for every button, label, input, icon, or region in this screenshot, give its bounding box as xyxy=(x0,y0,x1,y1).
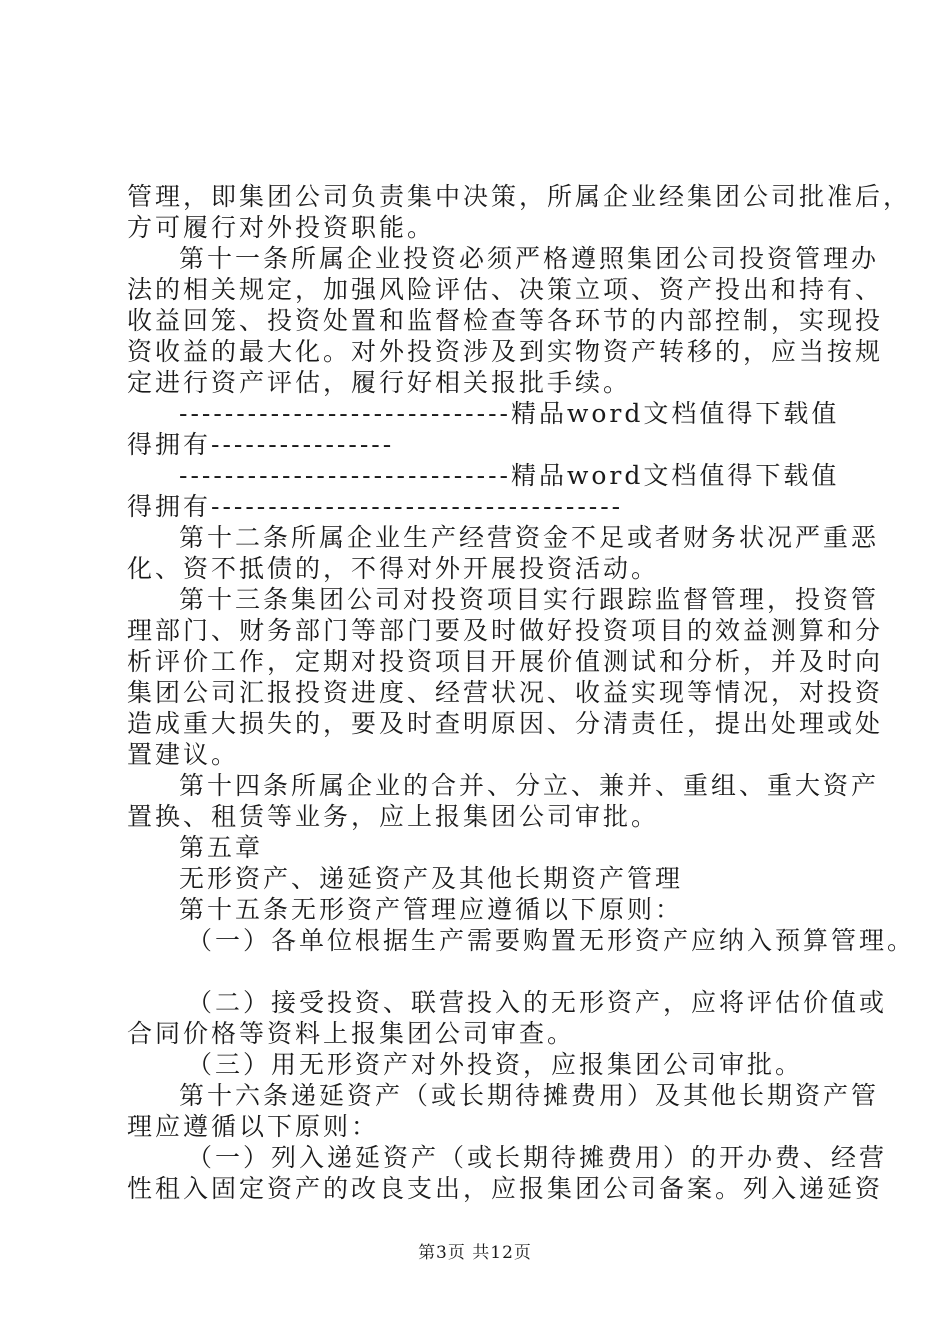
text-line: 第十四条所属企业的合并、分立、兼并、重组、重大资产 xyxy=(179,771,880,800)
text-line: 析评价工作，定期对投资项目开展价值测试和分析，并及时向 xyxy=(127,647,884,676)
text-line: 理应遵循以下原则： xyxy=(127,1112,380,1141)
text-line: 性租入固定资产的改良支出，应报集团公司备案。列入递延资 xyxy=(127,1174,884,1203)
text-line: （一）列入递延资产（或长期待摊费用）的开办费、经营 xyxy=(187,1143,888,1172)
text-line: 第十三条集团公司对投资项目实行跟踪监督管理，投资管 xyxy=(179,585,880,614)
blank-line xyxy=(127,956,827,987)
text-line: 得拥有---------------- xyxy=(127,430,395,459)
text-line: 置换、租赁等业务，应上报集团公司审批。 xyxy=(127,802,660,831)
text-line: 无形资产、递延资产及其他长期资产管理 xyxy=(179,864,684,893)
text-line: 第五章 xyxy=(179,833,264,862)
text-line: 方可履行对外投资职能。 xyxy=(127,213,436,242)
text-line: 第十五条无形资产管理应遵循以下原则： xyxy=(179,895,684,924)
text-line: 第十一条所属企业投资必须严格遵照集团公司投资管理办 xyxy=(179,244,880,273)
text-line: 资收益的最大化。对外投资涉及到实物资产转移的，应当按规 xyxy=(127,337,884,366)
text-line: -----------------------------精品word文档值得下载值 xyxy=(179,461,840,490)
document-body xyxy=(127,181,916,1204)
text-line: 理部门、财务部门等部门要及时做好投资项目的效益测算和分 xyxy=(127,616,884,645)
page-footer: 第3页 共12页 xyxy=(418,1243,532,1263)
text-line: 得拥有------------------------------------ xyxy=(127,492,624,521)
text-line: -----------------------------精品word文档值得下载值 xyxy=(179,399,840,428)
text-line: 化、资不抵债的，不得对外开展投资活动。 xyxy=(127,554,660,583)
text-line: 第十六条递延资产（或长期待摊费用）及其他长期资产管 xyxy=(179,1081,880,1110)
text-line: （三）用无形资产对外投资，应报集团公司审批。 xyxy=(187,1050,804,1079)
text-line: 管理，即集团公司负责集中决策，所属企业经集团公司批准后， xyxy=(127,182,912,211)
text-line: 第十二条所属企业生产经营资金不足或者财务状况严重恶 xyxy=(179,523,880,552)
text-line: 置建议。 xyxy=(127,740,240,769)
text-line: 合同价格等资料上报集团公司审查。 xyxy=(127,1019,576,1048)
text-line: 集团公司汇报投资进度、经营状况、收益实现等情况，对投资 xyxy=(127,678,884,707)
text-line: 定进行资产评估，履行好相关报批手续。 xyxy=(127,368,632,397)
text-line: 法的相关规定，加强风险评估、决策立项、资产投出和持有、 xyxy=(127,275,884,304)
text-line: 收益回笼、投资处置和监督检查等各环节的内部控制，实现投 xyxy=(127,306,884,335)
text-line: 造成重大损失的，要及时查明原因、分清责任，提出处理或处 xyxy=(127,709,884,738)
text-line: （二）接受投资、联营投入的无形资产，应将评估价值或 xyxy=(187,988,888,1017)
text-line: （一）各单位根据生产需要购置无形资产应纳入预算管理。 xyxy=(187,926,916,955)
